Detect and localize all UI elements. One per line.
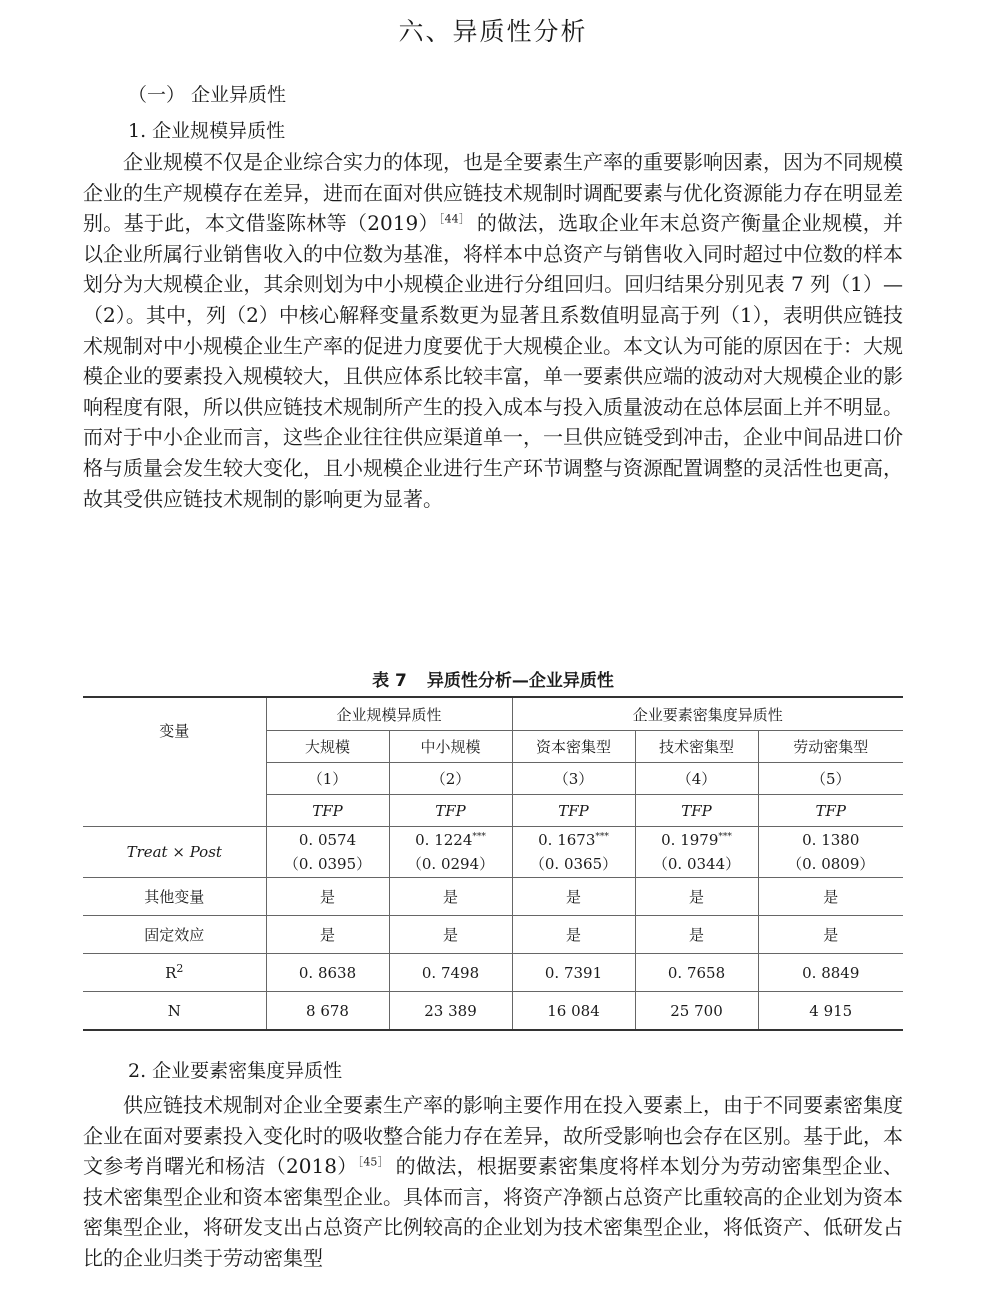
n-cell: 16 084 — [512, 992, 635, 1031]
coef-cell — [389, 827, 512, 878]
dep-var: TFP — [389, 795, 512, 827]
r2-cell: 0. 7498 — [389, 954, 512, 992]
dep-var: TFP — [758, 795, 903, 827]
results-table — [83, 696, 903, 1031]
citation-44: ［44］ — [438, 212, 471, 226]
coef-cell — [758, 827, 903, 878]
std-error: （0. 0365） — [529, 855, 618, 873]
fixed-effects-cell: 是 — [266, 916, 389, 954]
coef-value: 0. 0574 — [298, 831, 357, 849]
table-number: 表 7 — [372, 671, 407, 691]
dep-var: TFP — [512, 795, 635, 827]
subsubsection-heading-2: 2. 企业要素密集度异质性 — [128, 1060, 343, 1082]
paragraph-1-text-b: 的做法，选取企业年末总资产衡量企业规模，并以企业所属行业销售收入的中位数为基准，将样本中总资产与销售收入同时超过中位数的样本划分为大规模企业，其余则划为中小规模企业进行分组回归。回归结果分别见表 7 列（1）—（2）。其中，列（2）中核心解释变量系数更为显著且系数值明显高于列（1），表明供应链技术规制对中小规模企业生产率的促进力度要优于大规模企业。本文认为可能的原因在于：大规模企业的要素投入规模较大，且供应体系比较丰富，单一要素供应端的波动对大规模企业的影响程度有限，所以供应链技术规制所产生的投入成本与投入质量波动在总体层面上并不明显。而对于中小企业而言，这些企业往往供应渠道单一，一旦供应链受到冲击，企业中间品进口价格与质量会发生较大变化，且小规模企业进行生产环节调整与资源配置调整的灵活性也更高，故其受供应链技术规制的影响更为显著。 — [83, 211, 903, 511]
col-header: 中小规模 — [389, 731, 512, 763]
col-number: （3） — [512, 763, 635, 795]
dep-var: TFP — [635, 795, 758, 827]
section-title: 六、异质性分析 — [398, 17, 588, 46]
std-error: （0. 0344） — [652, 855, 741, 873]
coef-value: 0. 1979 — [661, 831, 719, 849]
r2-cell: 0. 8638 — [266, 954, 389, 992]
col-header: 技术密集型 — [635, 731, 758, 763]
col-number: （2） — [389, 763, 512, 795]
r2-label: R — [165, 963, 177, 982]
std-error: （0. 0294） — [406, 855, 495, 873]
paragraph-1 — [83, 147, 903, 514]
other-vars-cell: 是 — [758, 878, 903, 916]
r2-cell: 0. 7658 — [635, 954, 758, 992]
col-number: （1） — [266, 763, 389, 795]
row-label-r2 — [83, 954, 266, 992]
other-vars-cell: 是 — [266, 878, 389, 916]
col-number: （5） — [758, 763, 903, 795]
dep-var: TFP — [266, 795, 389, 827]
other-vars-cell: 是 — [635, 878, 758, 916]
fixed-effects-cell: 是 — [758, 916, 903, 954]
coef-cell — [635, 827, 758, 878]
row-label-other-vars: 其他变量 — [83, 878, 266, 916]
n-cell: 23 389 — [389, 992, 512, 1031]
var-header: 变量 — [83, 697, 266, 763]
r2-cell: 0. 7391 — [512, 954, 635, 992]
group-header-intensity: 企业要素密集度异质性 — [512, 697, 903, 731]
coef-cell — [512, 827, 635, 878]
row-label-n: N — [83, 992, 266, 1031]
coef-value: 0. 1380 — [802, 831, 860, 849]
significance-stars: *** — [472, 832, 486, 842]
r2-superscript: 2 — [176, 961, 184, 975]
std-error: （0. 0809） — [787, 855, 875, 873]
paragraph-1-text-a: 企业规模不仅是企业综合实力的体现，也是全要素生产率的重要影响因素，因为不同规模企业的生产规模存在差异，进而在面对供应链技术规制时调配要素与优化资源能力存在明显差别。基于此，本文借鉴陈林等（2019） — [83, 150, 903, 236]
other-vars-cell: 是 — [389, 878, 512, 916]
fixed-effects-cell: 是 — [389, 916, 512, 954]
row-label-fixed-effects: 固定效应 — [83, 916, 266, 954]
r2-cell: 0. 8849 — [758, 954, 903, 992]
paragraph-2-text-b: 的做法，根据要素密集度将样本划分为劳动密集型企业、技术密集型企业和资本密集型企业。具体而言，将资产净额占总资产比重较高的企业划为资本密集型企业，将研发支出占总资产比例较高的企业划为技术密集型企业，将低资产、低研发占比的企业归类于劳动密集型 — [83, 1154, 904, 1270]
subsection-heading: （一） 企业异质性 — [128, 84, 287, 106]
std-error: （0. 0395） — [283, 855, 372, 873]
table-caption: 异质性分析—企业异质性 — [426, 671, 614, 691]
col-number: （4） — [635, 763, 758, 795]
subsubsection-heading-1: 1. 企业规模异质性 — [128, 120, 286, 142]
citation-45: ［45］ — [357, 1155, 389, 1169]
n-cell: 4 915 — [758, 992, 903, 1031]
coef-value: 0. 1673 — [538, 831, 596, 849]
paragraph-2-text-a: 供应链技术规制对企业全要素生产率的影响主要作用在投入要素上，由于不同要素密集度企业在面对要素投入变化时的吸收整合能力存在差异，故所受影响也会存在区别。基于此，本文参考肖曙光和杨洁（2018） — [83, 1093, 903, 1179]
col-header: 资本密集型 — [512, 731, 635, 763]
col-header: 大规模 — [266, 731, 389, 763]
significance-stars: *** — [595, 832, 609, 842]
coef-value: 0. 1224 — [415, 831, 473, 849]
other-vars-cell: 是 — [512, 878, 635, 916]
table-title — [0, 666, 986, 691]
significance-stars: *** — [718, 832, 732, 842]
fixed-effects-cell: 是 — [635, 916, 758, 954]
fixed-effects-cell: 是 — [512, 916, 635, 954]
paragraph-2 — [83, 1090, 903, 1274]
n-cell: 25 700 — [635, 992, 758, 1031]
col-header: 劳动密集型 — [758, 731, 903, 763]
group-header-size: 企业规模异质性 — [266, 697, 512, 731]
coef-cell — [266, 827, 389, 878]
n-cell: 8 678 — [266, 992, 389, 1031]
row-label-treat-post: Treat × Post — [83, 827, 266, 878]
